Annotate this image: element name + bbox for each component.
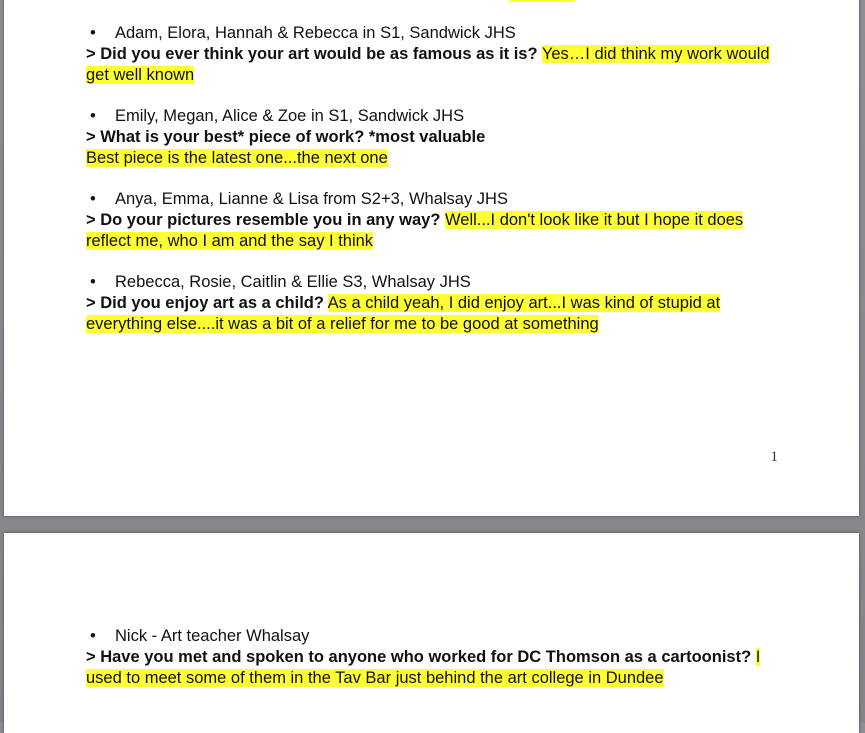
qa-entry xyxy=(86,272,776,335)
question-text: > What is your best* piece of work? *most valuable xyxy=(86,128,486,146)
asker-names: Adam, Elora, Hannah & Rebecca in S1, Sandwick JHS xyxy=(115,24,516,42)
bullet-icon: • xyxy=(90,627,96,645)
qa-text xyxy=(86,127,776,169)
bullet-icon: • xyxy=(90,107,96,125)
answer-text: Well...I don't look like it but I hope it does reflect me, who I am and the say I think xyxy=(86,211,744,250)
qa-entry xyxy=(86,189,776,252)
asker-names: Rebecca, Rosie, Caitlin & Ellie S3, Whalsay JHS xyxy=(115,273,471,291)
qa-text xyxy=(86,647,776,689)
asker-names: Emily, Megan, Alice & Zoe in S1, Sandwick JHS xyxy=(115,107,465,125)
page-number: 1 xyxy=(770,449,778,465)
asker-names: Nick - Art teacher Whalsay xyxy=(115,627,310,645)
highlight-fragment xyxy=(509,0,575,2)
asker-line xyxy=(90,626,776,647)
qa-entry xyxy=(86,23,776,86)
document-page-1 xyxy=(4,0,859,516)
bullet-icon: • xyxy=(90,24,96,42)
answer-text: As a child yeah, I did enjoy art...I was kind of stupid at everything else....it was a bit of a relief for me to be good at something xyxy=(86,294,721,333)
qa-entry xyxy=(86,106,776,169)
qa-entry xyxy=(86,626,776,689)
bullet-icon: • xyxy=(90,273,96,291)
answer-text: Yes…I did think my work would get well known xyxy=(86,45,770,84)
answer-text: Best piece is the latest one...the next one xyxy=(86,149,388,167)
qa-text xyxy=(86,293,776,335)
bullet-icon: • xyxy=(90,190,96,208)
asker-line xyxy=(90,189,776,210)
document-page-2 xyxy=(4,533,859,733)
asker-line xyxy=(90,272,776,293)
question-text: > Did you ever think your art would be as famous as it is? xyxy=(86,45,538,63)
asker-line xyxy=(90,106,776,127)
answer-text: I used to meet some of them in the Tav Bar just behind the art college in Dundee xyxy=(86,648,761,687)
asker-line xyxy=(90,23,776,44)
question-text: > Did you enjoy art as a child? xyxy=(86,294,324,312)
question-text: > Have you met and spoken to anyone who worked for DC Thomson as a cartoonist? xyxy=(86,648,752,666)
question-text: > Do your pictures resemble you in any way? xyxy=(86,211,441,229)
qa-text xyxy=(86,44,776,86)
asker-names: Anya, Emma, Lianne & Lisa from S2+3, Whalsay JHS xyxy=(115,190,508,208)
qa-text xyxy=(86,210,776,252)
